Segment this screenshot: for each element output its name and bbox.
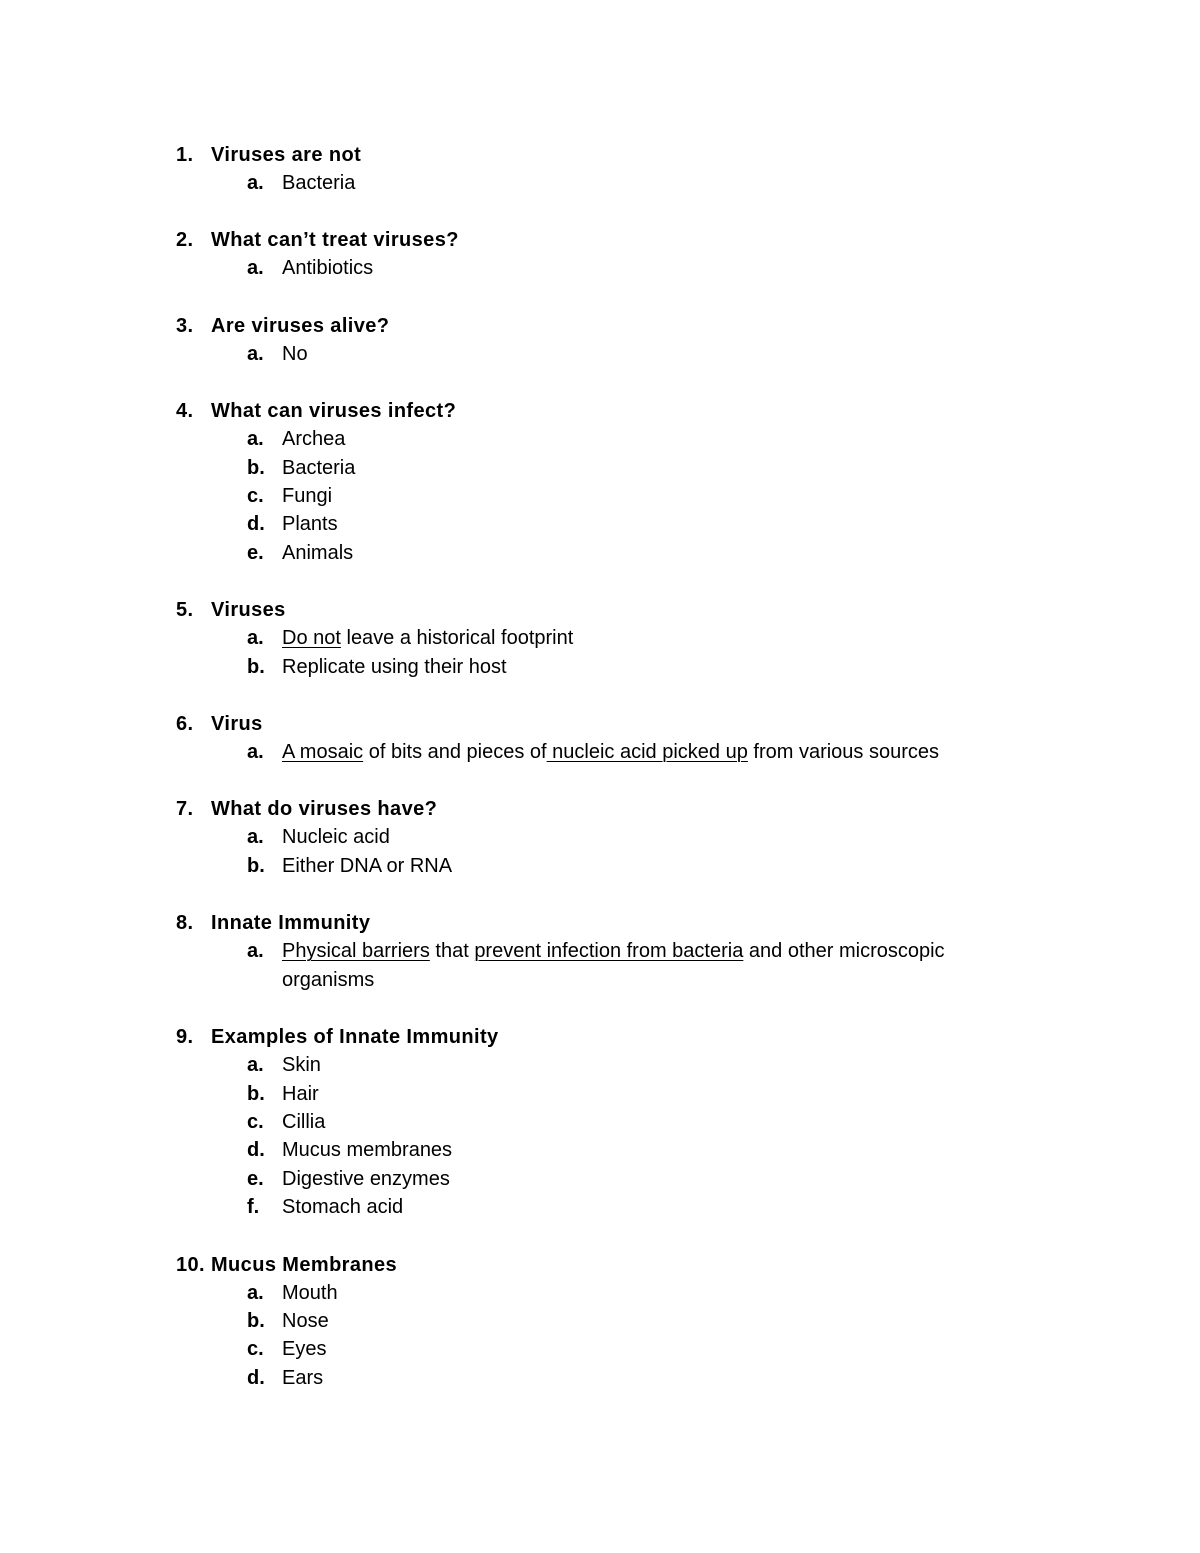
question-block	[0, 795, 1200, 880]
answer-item	[0, 1136, 1200, 1164]
answer-text-part: Plants	[282, 513, 338, 536]
question-title: Examples of Innate Immunity	[211, 1026, 499, 1049]
answer-letter: a.	[247, 172, 264, 194]
answer-text	[282, 1307, 1012, 1335]
answer-item	[0, 1364, 1200, 1392]
question-heading	[0, 312, 1200, 340]
question-number: 7.	[176, 798, 194, 821]
question-heading	[0, 141, 1200, 169]
answer-letter: f.	[247, 1196, 260, 1219]
answer-item	[0, 1165, 1200, 1193]
answer-text	[282, 1136, 1012, 1164]
answer-text-part: Nucleic acid	[282, 826, 390, 849]
answer-item	[0, 823, 1200, 851]
answer-text-part: Cillia	[282, 1110, 326, 1133]
answer-letter: b.	[247, 1082, 265, 1105]
answer-text-part: Hair	[282, 1082, 319, 1105]
answer-item	[0, 510, 1200, 538]
answer-item	[0, 738, 1200, 766]
question-heading	[0, 226, 1200, 254]
answer-text-part: of bits and pieces of	[363, 741, 547, 764]
answer-item	[0, 254, 1200, 282]
answer-item	[0, 1335, 1200, 1363]
answer-text-part: that	[429, 940, 475, 963]
answer-text	[282, 653, 1012, 681]
answer-letter: e.	[247, 541, 264, 564]
answer-item	[0, 1307, 1200, 1335]
answer-letter: d.	[247, 1366, 265, 1389]
document-body	[0, 141, 1200, 1421]
answer-text	[282, 482, 1012, 510]
answer-text	[282, 1051, 1012, 1079]
question-number: 9.	[176, 1026, 194, 1049]
answer-letter: a.	[247, 627, 264, 650]
answer-text	[282, 1080, 1012, 1108]
answer-text-part: Mouth	[282, 1281, 338, 1304]
answer-letter: d.	[247, 1139, 265, 1162]
answer-item	[0, 1279, 1200, 1307]
question-number: 10.	[176, 1253, 206, 1276]
answer-letter: d.	[247, 513, 265, 536]
answer-text	[282, 738, 1012, 766]
question-number: 2.	[176, 229, 194, 252]
answer-letter: b.	[247, 456, 265, 479]
question-number: 6.	[176, 713, 194, 736]
answer-text	[282, 1335, 1012, 1363]
answer-text	[282, 1193, 1012, 1221]
answer-item	[0, 1193, 1200, 1221]
answer-text-part: Replicate using their host	[282, 655, 507, 678]
answer-text-part: Mucus membranes	[282, 1139, 453, 1162]
answer-letter: c.	[247, 485, 264, 508]
question-number: 3.	[176, 314, 194, 337]
answer-letter: b.	[247, 655, 265, 678]
answer-letter: b.	[247, 1309, 265, 1332]
question-title: Viruses	[211, 599, 286, 622]
answer-item	[0, 454, 1200, 482]
question-block	[0, 226, 1200, 282]
question-heading	[0, 710, 1200, 738]
question-title: Are viruses alive?	[211, 314, 390, 337]
answer-letter: a.	[247, 1281, 264, 1304]
question-block	[0, 312, 1200, 368]
question-heading	[0, 1023, 1200, 1051]
question-number: 5.	[176, 599, 194, 622]
question-number: 8.	[176, 912, 194, 935]
answer-item	[0, 340, 1200, 368]
answer-letter: b.	[247, 854, 265, 877]
question-number: 1.	[176, 144, 194, 166]
answer-text	[282, 425, 1012, 453]
question-title: Mucus Membranes	[211, 1253, 398, 1276]
answer-item	[0, 653, 1200, 681]
answer-text	[282, 1165, 1012, 1193]
underlined-text: A mosaic	[282, 741, 364, 764]
answer-text	[282, 823, 1012, 851]
answer-text	[282, 1279, 1012, 1307]
answer-text-part: No	[282, 342, 308, 365]
question-title: Viruses are not	[211, 144, 362, 166]
answer-item	[0, 937, 1200, 994]
answer-text-part: Bacteria	[282, 456, 356, 479]
question-block	[0, 1251, 1200, 1393]
answer-letter: a.	[247, 940, 264, 963]
answer-item	[0, 169, 1200, 197]
answer-text-part: Nose	[282, 1309, 329, 1332]
question-heading	[0, 596, 1200, 624]
answer-text	[282, 539, 1012, 567]
answer-letter: c.	[247, 1338, 264, 1361]
question-block	[0, 1023, 1200, 1221]
question-block	[0, 596, 1200, 681]
answer-text-part: Digestive enzymes	[282, 1167, 450, 1190]
answer-text-part: Skin	[282, 1054, 321, 1077]
question-heading	[0, 1251, 1200, 1279]
answer-text	[282, 937, 1012, 994]
answer-item	[0, 539, 1200, 567]
answer-letter: a.	[247, 826, 264, 849]
question-heading	[0, 397, 1200, 425]
answer-text-part: leave a historical footprint	[340, 627, 574, 650]
question-number: 4.	[176, 400, 194, 423]
answer-text	[282, 1108, 1012, 1136]
underlined-text: nucleic acid picked up	[546, 741, 748, 764]
question-block	[0, 909, 1200, 994]
answer-letter: a.	[247, 428, 264, 451]
answer-letter: a.	[247, 1054, 264, 1077]
answer-item	[0, 1080, 1200, 1108]
question-heading	[0, 795, 1200, 823]
question-block	[0, 141, 1200, 197]
answer-text-part: from various sources	[747, 741, 940, 764]
answer-text	[282, 852, 1012, 880]
answer-text-part: Ears	[282, 1366, 324, 1389]
answer-text-part: Bacteria	[282, 172, 356, 194]
answer-text-part: Antibiotics	[282, 257, 374, 280]
underlined-text: Physical barriers	[282, 940, 430, 963]
answer-text-part: and other microscopic organisms	[282, 940, 945, 991]
answer-text-part: Fungi	[282, 485, 333, 508]
answer-text	[282, 454, 1012, 482]
answer-text	[282, 1364, 1012, 1392]
answer-text-part: Archea	[282, 428, 346, 451]
answer-letter: a.	[247, 257, 264, 280]
underlined-text: Do not	[282, 627, 341, 650]
answer-text	[282, 254, 1012, 282]
answer-text	[282, 510, 1012, 538]
answer-text	[282, 340, 1012, 368]
answer-letter: e.	[247, 1167, 264, 1190]
answer-item	[0, 1108, 1200, 1136]
answer-text	[282, 169, 1012, 197]
answer-text-part: Either DNA or RNA	[282, 854, 453, 877]
answer-text	[282, 624, 1012, 652]
answer-letter: a.	[247, 342, 264, 365]
answer-letter: a.	[247, 741, 264, 764]
question-title: Innate Immunity	[211, 912, 371, 935]
question-title: What do viruses have?	[211, 798, 438, 821]
question-block	[0, 397, 1200, 567]
question-title: What can viruses infect?	[211, 400, 457, 423]
answer-letter: c.	[247, 1110, 264, 1133]
underlined-text: prevent infection from bacteria	[474, 940, 744, 963]
question-title: Virus	[211, 713, 263, 736]
answer-text-part: Animals	[282, 541, 354, 564]
answer-item	[0, 624, 1200, 652]
answer-item	[0, 1051, 1200, 1079]
answer-item	[0, 482, 1200, 510]
question-block	[0, 710, 1200, 766]
answer-text-part: Eyes	[282, 1338, 327, 1361]
question-heading	[0, 909, 1200, 937]
answer-item	[0, 425, 1200, 453]
answer-item	[0, 852, 1200, 880]
question-title: What can’t treat viruses?	[211, 229, 459, 252]
answer-text-part: Stomach acid	[282, 1196, 404, 1219]
